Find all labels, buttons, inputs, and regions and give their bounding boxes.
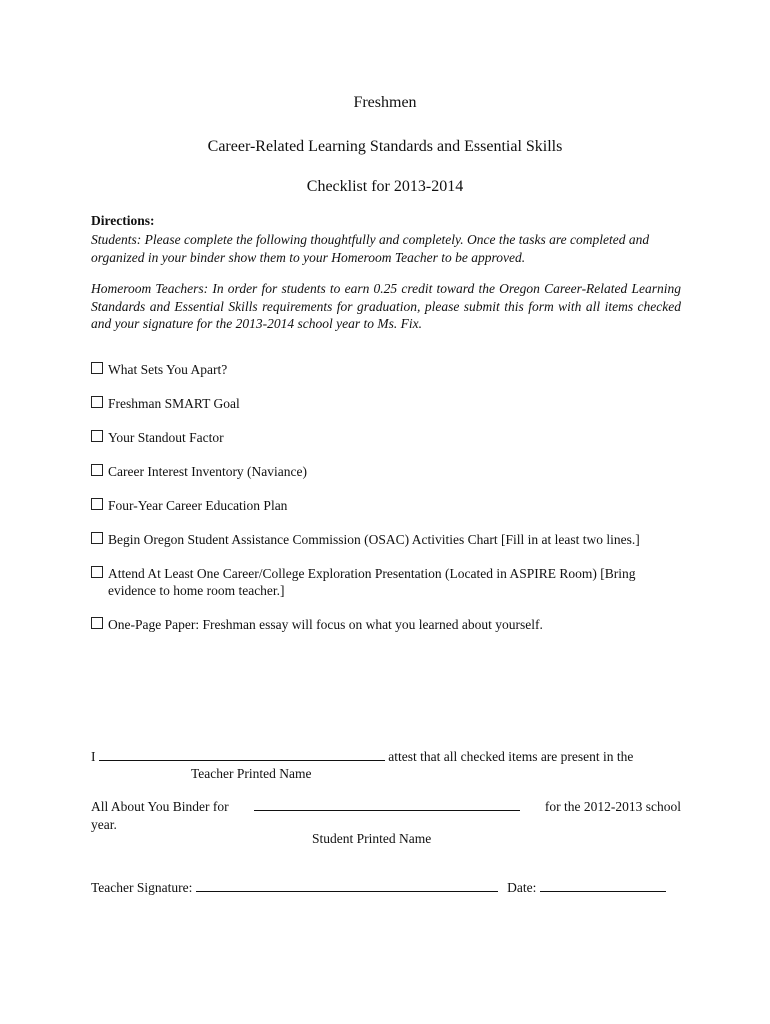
checklist-item-label: One-Page Paper: Freshman essay will focus on what you learned about yourself. — [108, 617, 543, 632]
checklist-item-label: Your Standout Factor — [108, 430, 224, 445]
teacher-signature-field[interactable] — [196, 879, 498, 892]
attestation-prefix: I — [91, 749, 96, 764]
checkbox[interactable] — [91, 566, 103, 578]
checkbox[interactable] — [91, 362, 103, 374]
binder-prefix: All About You Binder for — [91, 799, 229, 814]
checklist-item — [91, 429, 671, 446]
checklist-item-label: Career Interest Inventory (Naviance) — [108, 464, 308, 479]
checklist-item-label: Four-Year Career Education Plan — [108, 498, 288, 513]
student-name-field[interactable] — [254, 798, 520, 811]
binder-suffix: for the 2012-2013 school — [544, 799, 681, 814]
signature-label: Teacher Signature: — [91, 880, 193, 895]
form-checklist-year: Checklist for 2013-2014 — [306, 178, 464, 195]
signature-line — [91, 879, 666, 896]
checkbox[interactable] — [91, 498, 103, 510]
directions-heading: Directions: — [91, 213, 155, 228]
attestation-line — [91, 748, 671, 765]
checkbox[interactable] — [91, 464, 103, 476]
student-name-caption: Student Printed Name — [312, 831, 432, 846]
directions-teachers: Homeroom Teachers: In order for students to earn 0.25 credit toward the Oregon Career-Related Learning Standards and Essential Skills requirements for graduation, please submit this form with all items checked and your signature for the 2013-2014 school year to Ms. Fix. — [91, 281, 681, 331]
checklist-item — [91, 531, 671, 548]
form-subtitle: Career-Related Learning Standards and Essential Skills — [207, 138, 563, 155]
date-label: Date: — [507, 880, 537, 895]
checklist-item — [91, 463, 671, 480]
checklist-item — [91, 361, 671, 378]
checklist-item — [91, 395, 671, 412]
checklist-item-label: Begin Oregon Student Assistance Commission (OSAC) Activities Chart [Fill in at least two lines.] — [108, 532, 640, 547]
checklist — [91, 361, 671, 650]
checklist-item — [91, 616, 671, 633]
binder-continuation: year. — [91, 816, 117, 832]
date-field[interactable] — [540, 879, 666, 892]
checkbox[interactable] — [91, 617, 103, 629]
checklist-item-label: Freshman SMART Goal — [108, 396, 240, 411]
binder-line — [91, 798, 681, 833]
form-title: Freshmen — [353, 94, 417, 111]
checklist-item — [91, 497, 671, 514]
attestation-suffix: attest that all checked items are present in the — [388, 749, 634, 764]
checklist-item-label: What Sets You Apart? — [108, 362, 228, 377]
teacher-name-caption: Teacher Printed Name — [191, 766, 312, 781]
teacher-name-field[interactable] — [99, 748, 385, 761]
checkbox[interactable] — [91, 532, 103, 544]
checkbox[interactable] — [91, 396, 103, 408]
directions-students: Students: Please complete the following thoughtfully and completely. Once the tasks are completed and organized in your binder show them to your Homeroom Teacher to be approved. — [91, 232, 650, 265]
checkbox[interactable] — [91, 430, 103, 442]
checklist-item — [91, 565, 671, 599]
checklist-item-label: Attend At Least One Career/College Exploration Presentation (Located in ASPIRE Room) [Bring evidence to home room teacher.] — [108, 566, 636, 598]
